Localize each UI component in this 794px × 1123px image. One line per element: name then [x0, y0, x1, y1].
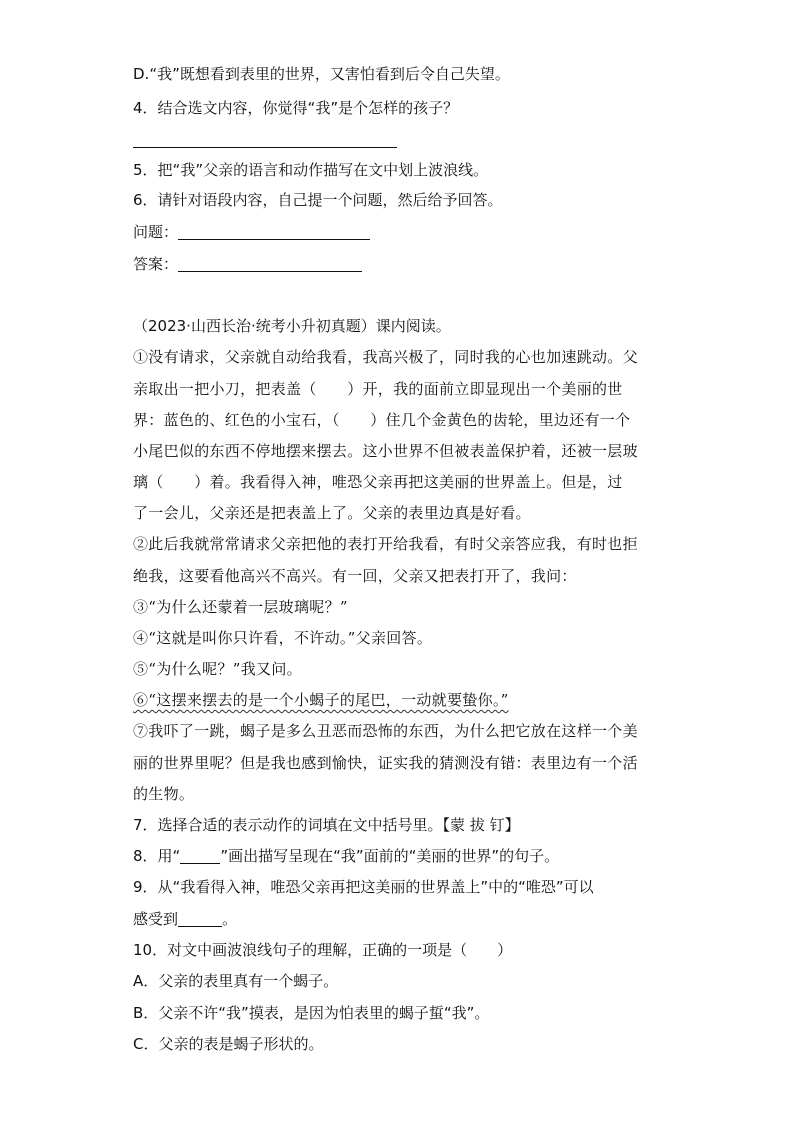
- answer-blank: [178, 255, 362, 272]
- question-8: [133, 846, 559, 866]
- question-label: 问题：: [133, 223, 179, 241]
- passage-line: ③“为什么还蒙着一层玻璃呢？”: [133, 598, 348, 616]
- passage-line: ⑦我吓了一跳，蝎子是多么丑恶而恐怖的东西，为什么把它放在这样一个美: [133, 722, 638, 740]
- answer-label: 答案：: [133, 255, 179, 273]
- question-blank: [178, 223, 370, 240]
- passage-line: 的生物。: [133, 785, 195, 803]
- passage-line: 小尾巴似的东西不停地摆来摆去。这小世界不但被表盖保护着，还被一层玻: [133, 442, 638, 460]
- q10-option-c: C．父亲的表是蝎子形状的。: [133, 1035, 324, 1053]
- passage-line: 界：蓝色的、红色的小宝石，（ ）住几个金黄色的齿轮，里边还有一个: [133, 411, 631, 429]
- question-9: 9．从“我看得入神，唯恐父亲再把这美丽的世界盖上”中的“唯恐”可以: [133, 878, 594, 896]
- source-heading: （2023·山西长治·统考小升初真题）课内阅读。: [133, 317, 451, 335]
- question-10: 10．对文中画波浪线句子的理解，正确的一项是（ ）: [133, 941, 513, 959]
- q3-option-d: D.“我”既想看到表里的世界，又害怕看到后令自己失望。: [133, 65, 510, 83]
- passage-line: 了一会儿，父亲还是把表盖上了。父亲的表里边真是好看。: [133, 504, 531, 522]
- passage-line: 亲取出一把小刀，把表盖（ ）开，我的面前立即显现出一个美丽的世: [133, 380, 623, 398]
- question-9-continued: [133, 909, 237, 929]
- question-label-row: [133, 222, 370, 242]
- q8-blank: [180, 849, 220, 864]
- passage-line: ④“这就是叫你只许看，不许动。”父亲回答。: [133, 629, 433, 647]
- answer-line-q4: [133, 147, 397, 148]
- question-4: 4．结合选文内容，你觉得“我”是个怎样的孩子？: [133, 99, 459, 117]
- passage-line-wavy: [133, 690, 509, 710]
- passage-line: 绝我，这要看他高兴不高兴。有一回，父亲又把表打开了，我问：: [133, 567, 577, 585]
- passage-line: 丽的世界里呢？但是我也感到愉快，证实我的猜测没有错：表里边有一个活: [133, 754, 638, 772]
- question-5: 5．把“我”父亲的语言和动作描写在文中划上波浪线。: [133, 161, 489, 179]
- passage-line: ②此后我就常常请求父亲把他的表打开给我看，有时父亲答应我，有时也拒: [133, 535, 638, 553]
- question-7: 7．选择合适的表示动作的词填在文中括号里。【蒙 拔 钉】: [133, 816, 520, 834]
- q9-text-start: 感受到: [133, 910, 179, 928]
- passage-line: ⑤“为什么呢？”我又问。: [133, 660, 302, 678]
- wavy-underlined-sentence: ⑥“这摆来摆去的是一个小蝎子的尾巴，一动就要蛰你。”: [133, 691, 509, 709]
- q10-option-a: A．父亲的表里真有一个蝎子。: [133, 972, 339, 990]
- q10-option-b: B．父亲不许“我”摸表，是因为怕表里的蝎子蜇“我”。: [133, 1004, 490, 1022]
- q9-text-end: 。: [222, 910, 238, 928]
- q9-blank: [178, 912, 222, 927]
- answer-label-row: [133, 254, 362, 274]
- passage-line: ①没有请求，父亲就自动给我看，我高兴极了，同时我的心也加速跳动。父: [133, 348, 638, 366]
- q8-text-start: 8．用“: [133, 847, 181, 865]
- q8-text-end: ”画出描写呈现在“我”面前的“美丽的世界”的句子。: [220, 847, 560, 865]
- question-6: 6．请针对语段内容，自己提一个问题，然后给予回答。: [133, 191, 503, 209]
- passage-line: 璃（ ）着。我看得入神，唯恐父亲再把这美丽的世界盖上。但是，过: [133, 473, 623, 491]
